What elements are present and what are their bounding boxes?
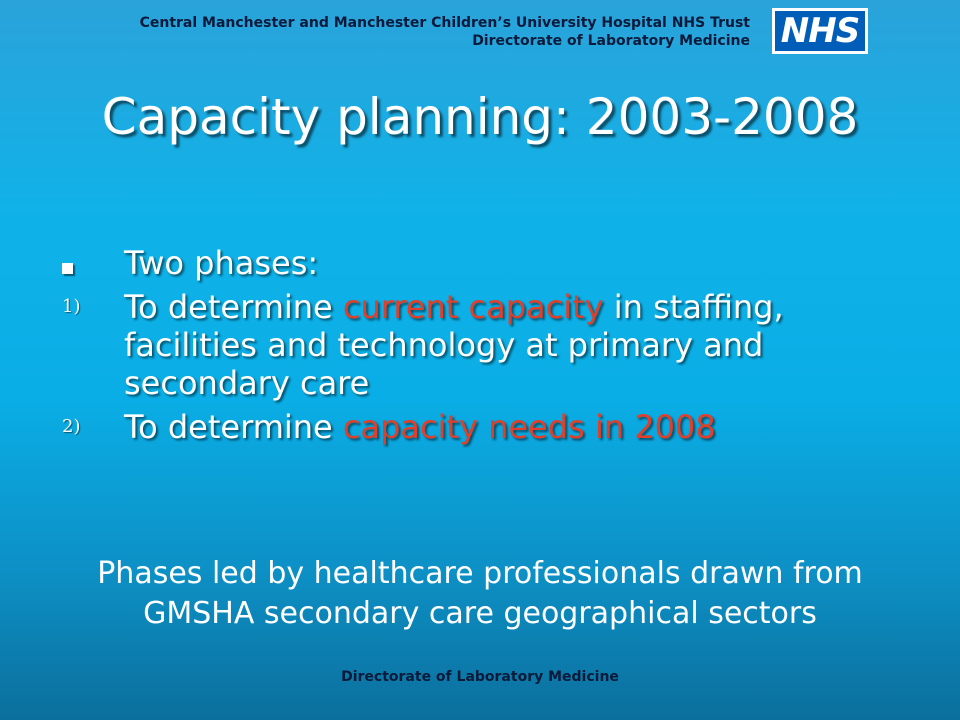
bullet-marker bbox=[62, 244, 124, 282]
item-text-pre: To determine bbox=[124, 408, 343, 446]
bullet-text: Two phases: bbox=[124, 244, 319, 282]
item-text bbox=[124, 288, 922, 402]
item-text-pre: To determine bbox=[124, 288, 343, 326]
item-number: 1) bbox=[62, 296, 81, 317]
bullet-item bbox=[62, 244, 922, 282]
item-highlight: capacity needs in 2008 bbox=[342, 408, 716, 446]
slide-title: Capacity planning: 2003-2008 bbox=[101, 88, 859, 146]
item-number: 2) bbox=[62, 416, 81, 437]
footer: Directorate of Laboratory Medicine bbox=[341, 669, 619, 685]
slide-content bbox=[62, 244, 922, 452]
numbered-item-2 bbox=[62, 408, 922, 446]
numbered-item-1 bbox=[62, 288, 922, 402]
square-bullet-icon bbox=[62, 263, 73, 274]
header-trust-name: Central Manchester and Manchester Children’s University Hospital NHS Trust bbox=[139, 15, 750, 31]
item-highlight: current capacity bbox=[342, 288, 604, 326]
nhs-logo bbox=[772, 8, 868, 54]
nhs-logo-text: NHS bbox=[775, 11, 865, 51]
footnote-line-1: Phases led by healthcare professionals drawn from bbox=[97, 556, 863, 591]
item-text bbox=[124, 408, 922, 446]
header-directorate: Directorate of Laboratory Medicine bbox=[472, 33, 750, 49]
footnote-line-2: GMSHA secondary care geographical sectors bbox=[143, 596, 817, 631]
item-text-post: in staffing, facilities and technology at primary and secondary care bbox=[124, 288, 784, 402]
footnote bbox=[0, 554, 960, 634]
header bbox=[140, 14, 750, 50]
